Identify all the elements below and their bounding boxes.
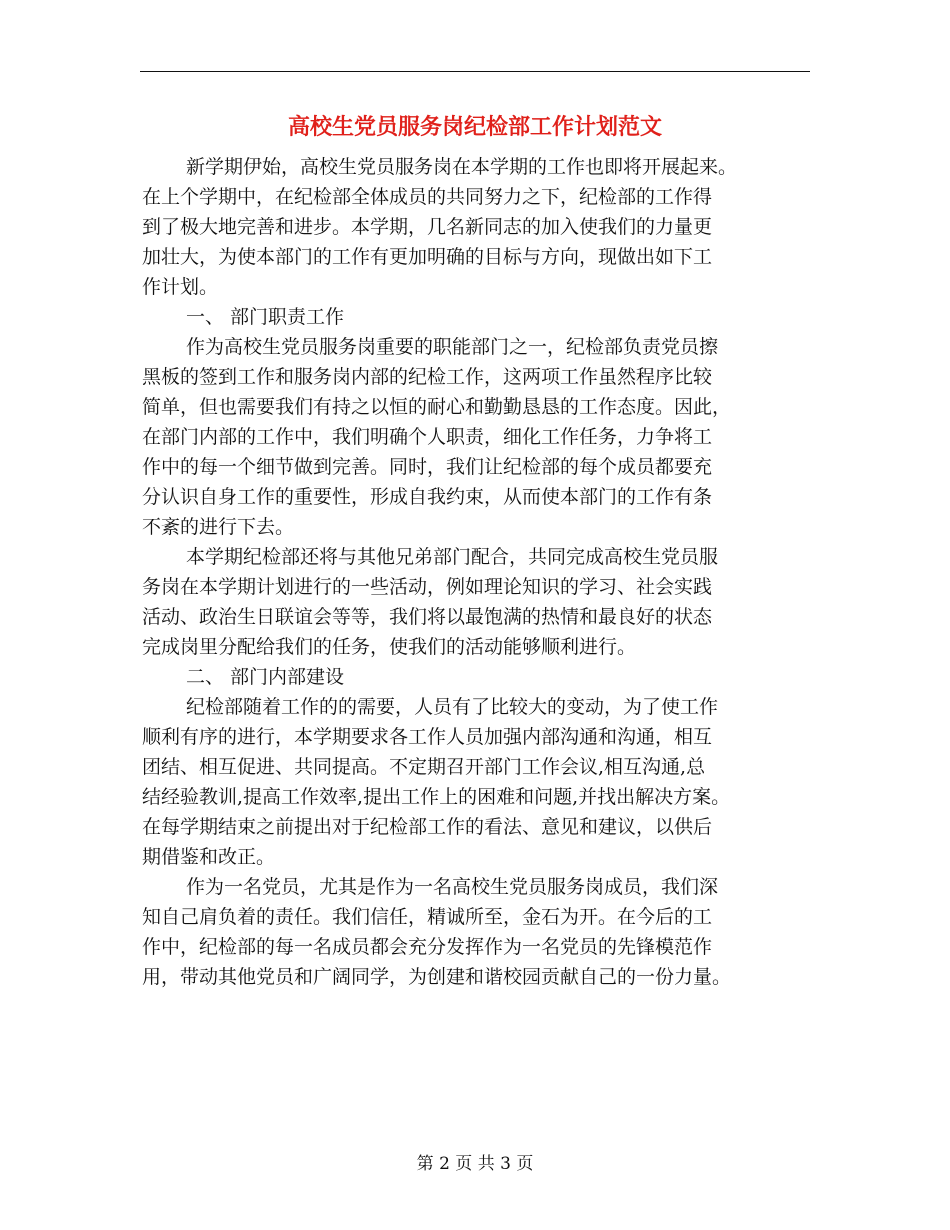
paragraph-line: 黑板的签到工作和服务岗内部的纪检工作，这两项工作虽然程序比较: [142, 366, 713, 388]
paragraph-line: 简单，但也需要我们有持之以恒的耐心和勤勤恳恳的工作态度。因此，: [142, 396, 732, 418]
page-number-footer: 第 2 页 共 3 页: [416, 1154, 534, 1174]
paragraph-line: 作计划。: [142, 276, 219, 298]
document-title: 高校生党员服务岗纪检部工作计划范文: [287, 115, 662, 140]
section-heading: 二、 部门内部建设: [186, 666, 345, 688]
document-body: [142, 152, 810, 992]
paragraph-line: 顺利有序的进行，本学期要求各工作人员加强内部沟通和沟通，相互: [142, 726, 713, 748]
paragraph-line: 作为高校生党员服务岗重要的职能部门之一，纪检部负责党员擦: [186, 336, 719, 358]
paragraph-line: 分认识自身工作的重要性，形成自我约束，从而使本部门的工作有条: [142, 486, 713, 508]
paragraph-line: 纪检部随着工作的的需要，人员有了比较大的变动，为了使工作: [186, 696, 719, 718]
paragraph-line: 期借鉴和改正。: [142, 846, 276, 868]
paragraph-line: 在部门内部的工作中，我们明确个人职责，细化工作任务，力争将工: [142, 426, 713, 448]
paragraph-line: 新学期伊始，高校生党员服务岗在本学期的工作也即将开展起来。: [186, 156, 738, 178]
paragraph-line: 团结、相互促进、共同提高。不定期召开部门工作会议,相互沟通,总: [142, 756, 706, 778]
paragraph-line: 在每学期结束之前提出对于纪检部工作的看法、意见和建议，以供后: [142, 816, 713, 838]
paragraph-line: 作中，纪检部的每一名成员都会充分发挥作为一名党员的先锋模范作: [142, 936, 713, 958]
paragraph-line: 务岗在本学期计划进行的一些活动，例如理论知识的学习、社会实践: [142, 576, 713, 598]
paragraph-line: 用，带动其他党员和广阔同学，为创建和谐校园贡献自己的一份力量。: [142, 966, 732, 988]
paragraph-line: 作中的每一个细节做到完善。同时，我们让纪检部的每个成员都要充: [142, 456, 713, 478]
paragraph-line: 在上个学期中，在纪检部全体成员的共同努力之下，纪检部的工作得: [142, 186, 713, 208]
paragraph-line: 活动、政治生日联谊会等等，我们将以最饱满的热情和最良好的状态: [142, 606, 713, 628]
paragraph-line: 知自己肩负着的责任。我们信任，精诚所至，金石为开。在今后的工: [142, 906, 713, 928]
paragraph-line: 到了极大地完善和进步。本学期，几名新同志的加入使我们的力量更: [142, 216, 713, 238]
paragraph-line: 本学期纪检部还将与其他兄弟部门配合，共同完成高校生党员服: [186, 546, 719, 568]
paragraph-line: 不紊的进行下去。: [142, 516, 295, 538]
paragraph-line: 作为一名党员，尤其是作为一名高校生党员服务岗成员，我们深: [186, 876, 719, 898]
section-heading: 一、 部门职责工作: [186, 306, 345, 328]
paragraph-line: 结经验教训,提高工作效率,提出工作上的困难和问题,并找出解决方案。: [142, 786, 731, 808]
header-rule: [140, 71, 810, 72]
paragraph-line: 加壮大，为使本部门的工作有更加明确的目标与方向，现做出如下工: [142, 246, 713, 268]
paragraph-line: 完成岗里分配给我们的任务，使我们的活动能够顺利进行。: [142, 636, 637, 658]
